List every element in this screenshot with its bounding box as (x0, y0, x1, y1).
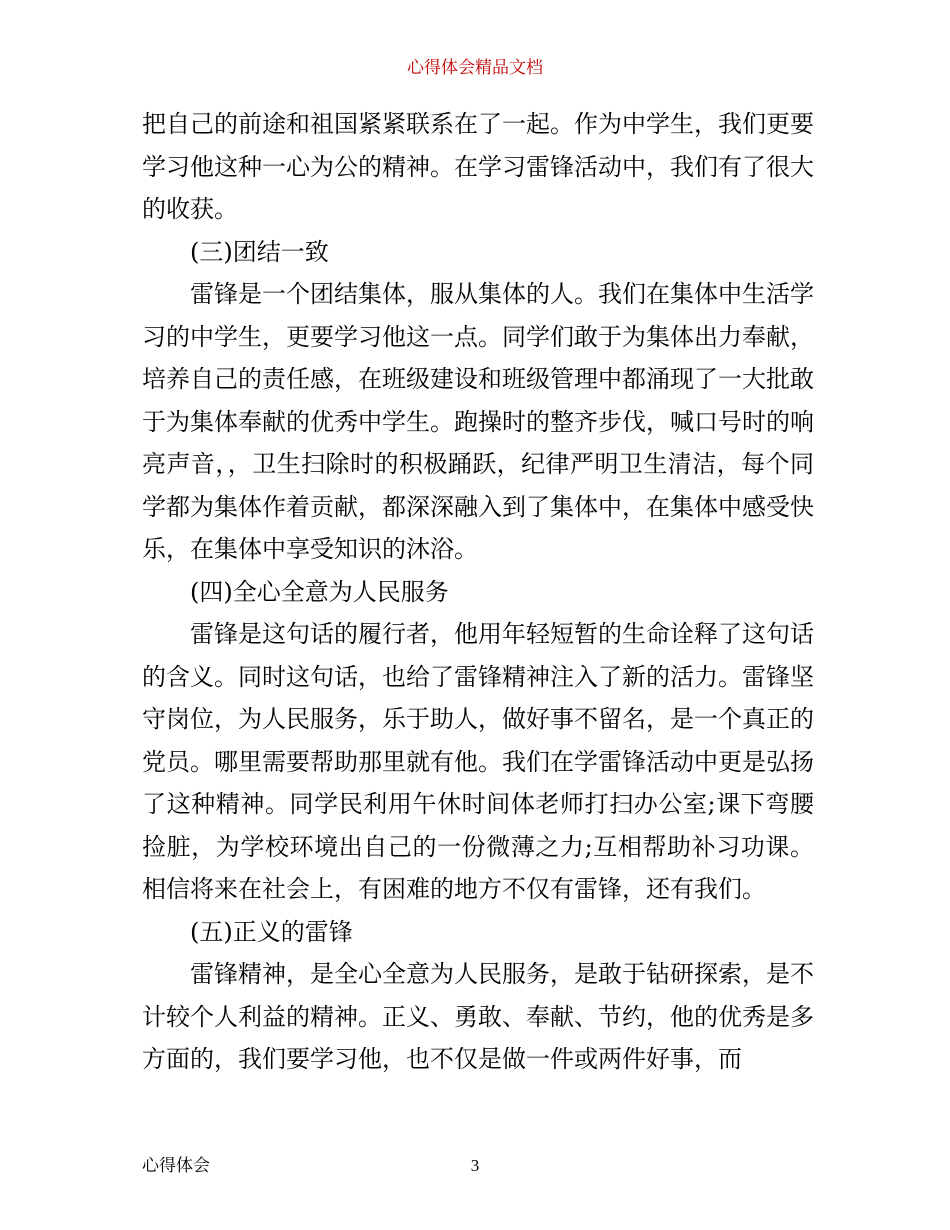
section-heading-5: (五)正义的雷锋 (190, 917, 353, 946)
page-header-title: 心得体会精品文档 (407, 58, 543, 78)
page-number: 3 (470, 1156, 480, 1175)
document-body (142, 103, 814, 1081)
page-footer-label: 心得体会 (142, 1156, 210, 1176)
body-paragraph-unity: 雷锋是一个团结集体，服从集体的人。我们在集体中生活学习的中学生，更要学习他这一点。同学们敢于为集体出力奉献，培养自己的责任感，在班级建设和班级管理中都涌现了一大批敢于为集体奉献的优秀中学生。跑操时的整齐步伐，喊口号时的响亮声音，，卫生扫除时的积极踊跃，纪律严明卫生清洁，每个同学都为集体作着贡献，都深深融入到了集体中，在集体中感受快乐，在集体中享受知识的沐浴。 (142, 280, 814, 563)
body-paragraph-continued: 把自己的前途和祖国紧紧联系在了一起。作为中学生，我们更要学习他这种一心为公的精神。在学习雷锋活动中，我们有了很大的收获。 (142, 110, 814, 223)
section-heading-3: (三)团结一致 (190, 237, 329, 266)
body-paragraph-justice: 雷锋精神，是全心全意为人民服务，是敢于钻研探索，是不计较个人利益的精神。正义、勇敢、奉献、节约，他的优秀是多方面的，我们要学习他，也不仅是做一件或两件好事，而 (142, 960, 814, 1073)
body-paragraph-serve-people: 雷锋是这句话的履行者，他用年轻短暂的生命诠释了这句话的含义。同时这句话，也给了雷锋精神注入了新的活力。雷锋坚守岗位，为人民服务，乐于助人，做好事不留名，是一个真正的党员。哪里需要帮助那里就有他。我们在学雷锋活动中更是弘扬了这种精神。同学民利用午休时间体老师打扫办公室;课下弯腰捡脏，为学校环境出自己的一份微薄之力;互相帮助补习功课。相信将来在社会上，有困难的地方不仅有雷锋，还有我们。 (142, 620, 814, 903)
section-heading-4: (四)全心全意为人民服务 (190, 577, 449, 606)
